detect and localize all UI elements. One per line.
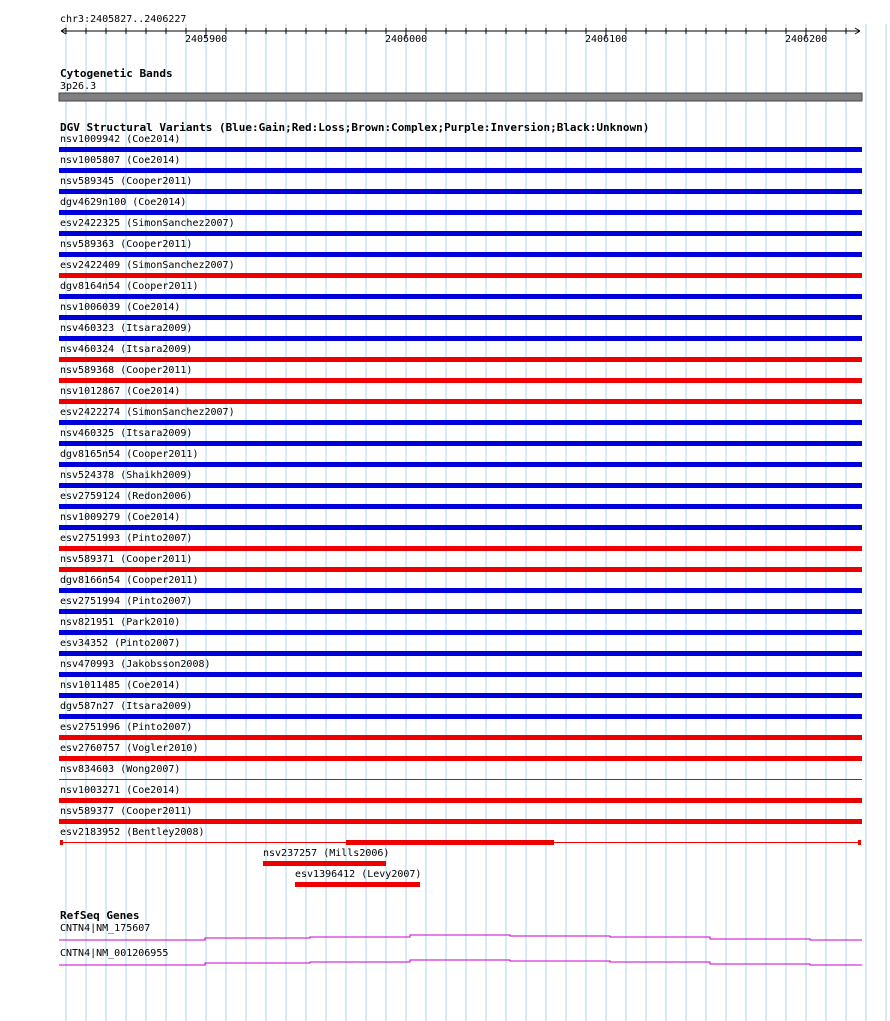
- variant-label[interactable]: nsv1006039 (Coe2014): [60, 302, 181, 313]
- variant-bar[interactable]: [59, 462, 862, 467]
- variant-label[interactable]: esv2422274 (SimonSanchez2007): [60, 407, 235, 418]
- variant-bar[interactable]: [59, 779, 862, 780]
- variant-bar[interactable]: [59, 336, 862, 341]
- variant-bar[interactable]: [59, 357, 862, 362]
- variant-label[interactable]: esv2422409 (SimonSanchez2007): [60, 260, 235, 271]
- variant-bar[interactable]: [59, 147, 862, 152]
- variant-label[interactable]: dgv8166n54 (Cooper2011): [60, 575, 199, 586]
- cytoband-track-title: Cytogenetic Bands: [60, 67, 173, 80]
- variant-label[interactable]: nsv589368 (Cooper2011): [60, 365, 193, 376]
- variant-bar[interactable]: [59, 714, 862, 719]
- cytoband-bar[interactable]: [59, 93, 862, 101]
- variant-label[interactable]: nsv460323 (Itsara2009): [60, 323, 193, 334]
- variant-bar[interactable]: [59, 189, 862, 194]
- gene-label[interactable]: CNTN4|NM_175607: [60, 923, 151, 934]
- variant-bar[interactable]: [59, 525, 862, 530]
- variant-label[interactable]: nsv834603 (Wong2007): [60, 764, 181, 775]
- variant-core-bar: [346, 840, 554, 845]
- variant-label[interactable]: esv2760757 (Vogler2010): [60, 743, 199, 754]
- variant-label[interactable]: nsv821951 (Park2010): [60, 617, 181, 628]
- gene-label[interactable]: CNTN4|NM_001206955: [60, 948, 169, 959]
- variant-bar[interactable]: [59, 630, 862, 635]
- variant-bar[interactable]: [59, 315, 862, 320]
- variant-label[interactable]: dgv8164n54 (Cooper2011): [60, 281, 199, 292]
- dgv-track-title: DGV Structural Variants (Blue:Gain;Red:Loss;Brown:Complex;Purple:Inversion;Black:Unknown): [60, 121, 650, 134]
- variant-bar[interactable]: [59, 546, 862, 551]
- variant-end-cap: [60, 840, 63, 845]
- variant-label[interactable]: nsv1005807 (Coe2014): [60, 155, 181, 166]
- variant-bar[interactable]: [295, 882, 420, 887]
- variant-label[interactable]: nsv1009279 (Coe2014): [60, 512, 181, 523]
- variant-bar[interactable]: [59, 273, 862, 278]
- variant-label[interactable]: esv2422325 (SimonSanchez2007): [60, 218, 235, 229]
- refseq-track-title: RefSeq Genes: [60, 909, 140, 922]
- variant-label[interactable]: esv2751996 (Pinto2007): [60, 722, 193, 733]
- variant-bar[interactable]: [59, 168, 862, 173]
- variant-label[interactable]: nsv589371 (Cooper2011): [60, 554, 193, 565]
- variant-label[interactable]: dgv587n27 (Itsara2009): [60, 701, 193, 712]
- variant-label[interactable]: esv2751993 (Pinto2007): [60, 533, 193, 544]
- variant-label[interactable]: dgv4629n100 (Coe2014): [60, 197, 187, 208]
- variant-bar[interactable]: [59, 504, 862, 509]
- gene-lines: [59, 935, 862, 965]
- variant-label[interactable]: nsv589363 (Cooper2011): [60, 239, 193, 250]
- variant-label[interactable]: esv34352 (Pinto2007): [60, 638, 181, 649]
- variant-label[interactable]: dgv8165n54 (Cooper2011): [60, 449, 199, 460]
- variant-bar[interactable]: [59, 798, 862, 803]
- ruler-tick-label: 2406200: [785, 34, 828, 45]
- gene-line[interactable]: [59, 960, 862, 965]
- variant-label[interactable]: nsv460324 (Itsara2009): [60, 344, 193, 355]
- variant-label[interactable]: nsv589377 (Cooper2011): [60, 806, 193, 817]
- variant-label[interactable]: nsv460325 (Itsara2009): [60, 428, 193, 439]
- variant-label[interactable]: nsv1009942 (Coe2014): [60, 134, 181, 145]
- variant-bar[interactable]: [59, 819, 862, 824]
- variant-end-cap: [858, 840, 861, 845]
- variant-label[interactable]: nsv589345 (Cooper2011): [60, 176, 193, 187]
- variant-bar[interactable]: [59, 441, 862, 446]
- variant-bar[interactable]: [59, 651, 862, 656]
- variant-bar[interactable]: [59, 210, 862, 215]
- location-label: chr3:2405827..2406227: [60, 14, 187, 25]
- ruler-tick-label: 2406100: [585, 34, 628, 45]
- variant-label[interactable]: esv2759124 (Redon2006): [60, 491, 193, 502]
- ruler-axis: [61, 28, 860, 37]
- variant-bar[interactable]: [59, 756, 862, 761]
- variant-bar[interactable]: [59, 420, 862, 425]
- variant-label[interactable]: nsv470993 (Jakobsson2008): [60, 659, 211, 670]
- variant-bar[interactable]: [59, 378, 862, 383]
- variant-bar[interactable]: [59, 252, 862, 257]
- variant-label[interactable]: nsv1003271 (Coe2014): [60, 785, 181, 796]
- variant-bar[interactable]: [59, 294, 862, 299]
- variant-label[interactable]: nsv1011485 (Coe2014): [60, 680, 181, 691]
- variant-bar[interactable]: [59, 399, 862, 404]
- variant-bar[interactable]: [59, 567, 862, 572]
- variant-bar[interactable]: [59, 672, 862, 677]
- variant-bar[interactable]: [59, 609, 862, 614]
- variant-bar[interactable]: [59, 231, 862, 236]
- variant-label[interactable]: nsv237257 (Mills2006): [263, 848, 390, 859]
- variant-bar[interactable]: [263, 861, 386, 866]
- variant-label[interactable]: nsv524378 (Shaikh2009): [60, 470, 193, 481]
- variant-label[interactable]: nsv1012867 (Coe2014): [60, 386, 181, 397]
- variant-label[interactable]: esv2751994 (Pinto2007): [60, 596, 193, 607]
- grid-lines: [66, 24, 886, 1021]
- ruler-tick-label: 2405900: [185, 34, 228, 45]
- gene-line[interactable]: [59, 935, 862, 940]
- variant-bar[interactable]: [59, 735, 862, 740]
- variant-bar[interactable]: [59, 483, 862, 488]
- variant-label[interactable]: esv2183952 (Bentley2008): [60, 827, 205, 838]
- variant-bar[interactable]: [59, 693, 862, 698]
- variant-label[interactable]: esv1396412 (Levy2007): [295, 869, 422, 880]
- variant-bar[interactable]: [59, 588, 862, 593]
- cytoband-label: 3p26.3: [60, 81, 97, 92]
- ruler-tick-label: 2406000: [385, 34, 428, 45]
